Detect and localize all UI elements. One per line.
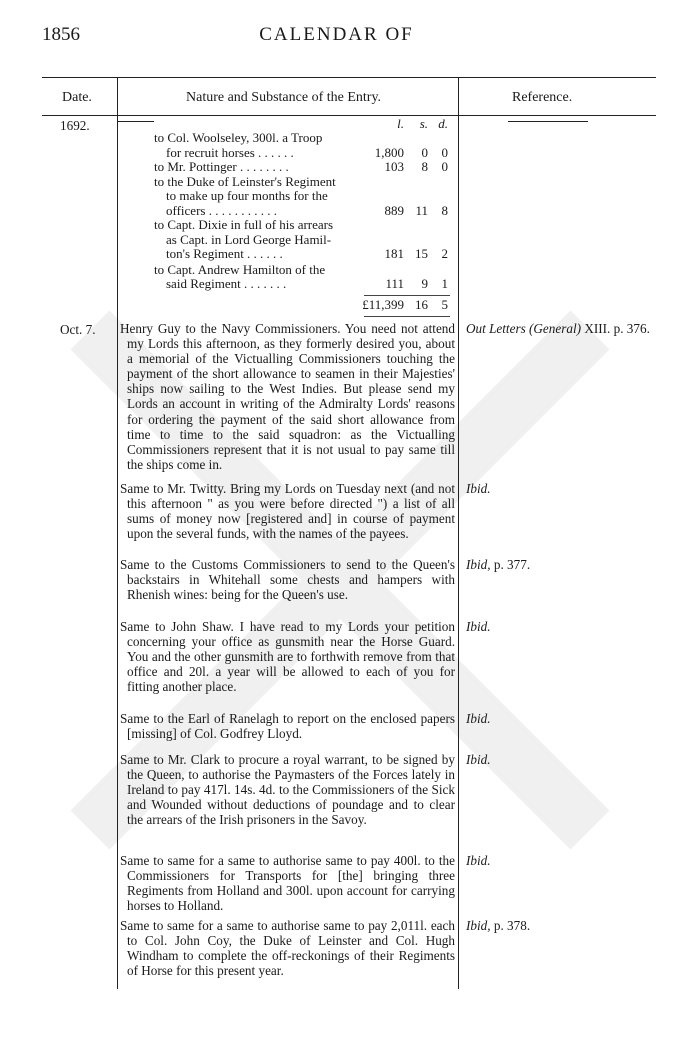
entry-text: Same to John Shaw. I have read to my Lords your petition concerning your office as gunsmith near the Horse Guard. You and the other gunsmith are to forthwith remove from that office and 20l. a year will be allowed to each of you for fitting another place. [120,619,455,695]
reference-source: Ibid. [466,752,491,767]
payment-amount-l: 103 [384,159,404,174]
reference-source: Out Letters (General) [466,321,582,336]
payment-amount-d: 0 [441,159,448,174]
year-label: 1692. [60,118,90,133]
payment-amount-l: 1,800 [374,144,404,160]
entry-reference [466,752,646,767]
entry-text: Same to the Customs Commissioners to send to the Queen's backstairs in Whitehall some chests and hampers with Rhenish wines: being for the Queen's use. [120,557,455,603]
payment-line: to Capt. Andrew Hamilton of the [154,261,326,277]
entry-reference [466,321,656,336]
payment-amount-l: 181 [384,246,404,261]
reference-detail: p. 378. [490,918,531,933]
entry-reference [466,481,646,496]
payment-line: as Capt. in Lord George Hamil- [166,231,332,247]
ref-continuation-dash [508,121,588,122]
total-amount-s: 16 [415,296,428,312]
header-bottom-rule [42,115,656,116]
payment-line: said Regiment . . . . . . . [166,276,287,291]
date-column-divider [117,77,118,989]
column-header-nature: Nature and Substance of the Entry. [186,90,382,105]
entry-text: Same to Mr. Twitty. Bring my Lords on Tuesday next (and not this afternoon " as you were before directed ") a list of all sums of money now [registered and] in course of payment upon the several funds, with the names of the payees. [120,481,455,542]
pence-header: d. [438,116,448,131]
payment-amount-d: 2 [441,246,448,261]
reference-source: Ibid. [466,711,491,726]
pounds-header: l. [397,116,404,131]
payment-amount-l: 889 [384,202,404,218]
entry-reference [466,918,646,933]
total-rule [364,295,450,296]
reference-source: Ibid. [466,853,491,868]
payment-amount-l: 111 [385,276,404,291]
payment-amount-d: 0 [441,144,448,160]
total-amount-d: 5 [441,296,448,312]
payment-line: to Capt. Dixie in full of his arrears [154,217,334,232]
payment-amount-s: 11 [415,202,428,218]
entry-reference [466,853,646,868]
entry-text: Same to same for a same to authorise same to pay 2,011l. each to Col. John Coy, the Duke of Leinster and Col. Hugh Windham to complete the off-reckonings of their Regiments of Horse for this present year. [120,918,455,979]
entry-reference [466,711,646,726]
payment-amount-d: 1 [441,276,448,291]
payment-line: to make up four months for the [166,188,328,203]
column-header-date: Date. [62,90,92,105]
entry-text: Henry Guy to the Navy Commissioners. You need not attend my Lords this afternoon, as they formerly desired you, about a memorial of the Victualling Commissioners touching the payment of the short allowance to seamen in their Majesties' ships now sailing to the West Indies. But please send my Lords an account in writing of the Admiralty Lords' reasons for ordering the payment of the said short allowance from time to time to the said squadron: as the Victualling Commissioners represent that it is not usual to pay same till the ships come in. [120,321,455,472]
payment-amount-d: 8 [441,202,448,218]
entry-text: Same to same for a same to authorise same to pay 400l. to the Commissioners for Transports for [the] bringing three Regiments from Holland and 300l. upon account for carrying horses to Holland. [120,853,455,914]
payment-line: ton's Regiment . . . . . . [166,246,283,261]
reference-source: Ibid, [466,918,491,933]
entry-reference [466,557,646,572]
reference-source: Ibid. [466,481,491,496]
reference-source: Ibid. [466,619,491,634]
continuation-dash [118,121,154,122]
reference-column-divider [458,77,459,989]
payment-amount-s: 0 [421,144,428,160]
reference-source: Ibid, [466,557,491,572]
entry-text: Same to the Earl of Ranelagh to report on the enclosed papers [missing] of Col. Godfrey Lloyd. [120,711,455,742]
entry-reference [466,619,646,634]
entry-date: Oct. 7. [60,322,96,337]
payment-line: to Col. Woolseley, 300l. a Troop [154,130,323,145]
shillings-header: s. [419,116,428,131]
running-title: CALENDAR OF [259,24,414,45]
total-amount-l: £11,399 [362,296,404,312]
payment-amount-s: 8 [421,159,428,174]
reference-detail: XIII. p. 376. [581,321,650,336]
table-top-rule [42,77,656,78]
payment-line: for recruit horses . . . . . . [166,144,294,160]
entry-text: Same to Mr. Clark to procure a royal warrant, to be signed by the Queen, to authorise the Paymasters of the Forces lately in Ireland to pay 417l. 14s. 4d. to the Commissioners of the Sick and Wounded without deductions of poundage and to clear the arrears of the Irish prisoners in the Savoy. [120,752,455,828]
payment-line: to Mr. Pottinger . . . . . . . . [154,159,289,174]
payment-line: to the Duke of Leinster's Regiment [154,173,336,189]
payment-line: officers . . . . . . . . . . . [166,202,277,218]
reference-detail: p. 377. [490,557,531,572]
payment-amount-s: 9 [421,276,428,291]
payment-amount-s: 15 [415,246,428,261]
total-underline [364,316,450,317]
page-number: 1856 [42,24,80,45]
column-header-reference: Reference. [512,90,573,105]
